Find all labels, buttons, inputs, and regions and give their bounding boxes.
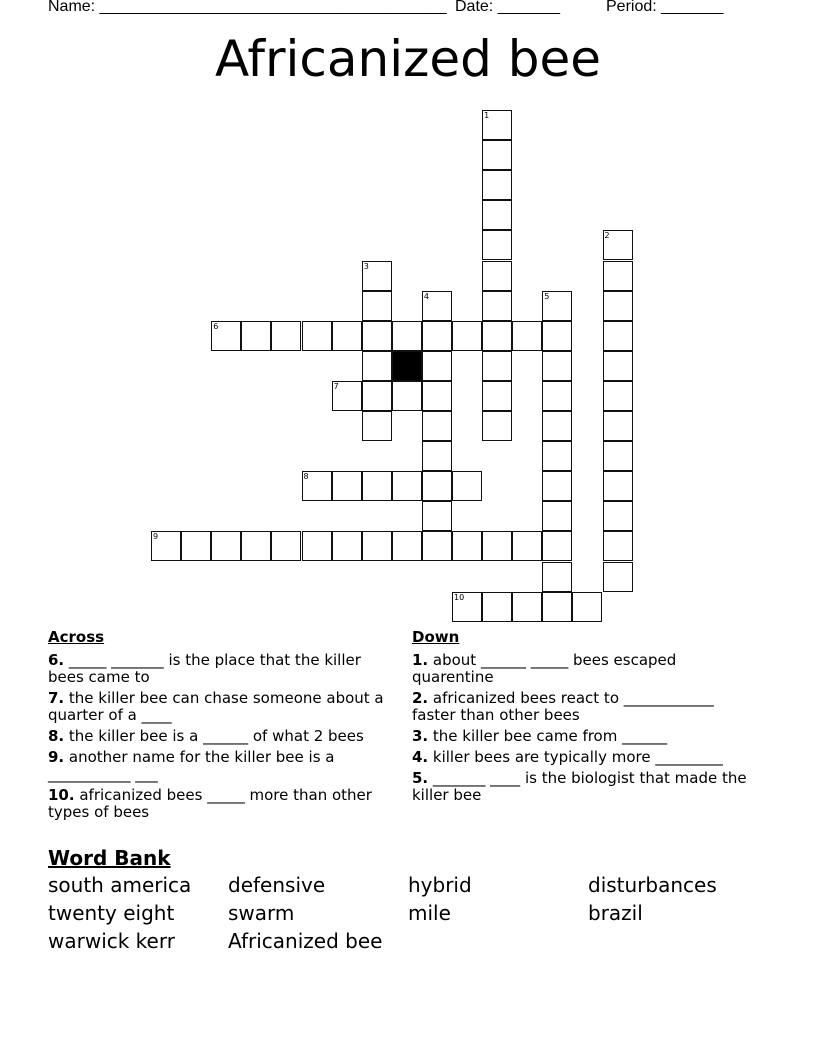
crossword-cell[interactable] <box>542 471 572 501</box>
crossword-cell[interactable] <box>422 501 452 531</box>
crossword-cell[interactable] <box>603 261 633 291</box>
clue-number: 7. <box>48 689 65 707</box>
crossword-cell[interactable] <box>422 381 452 411</box>
crossword-cell[interactable] <box>603 562 633 592</box>
crossword-cell[interactable] <box>332 471 362 501</box>
crossword-cell[interactable] <box>482 291 512 321</box>
word-bank-item: Africanized bee <box>228 929 383 953</box>
crossword-cell[interactable] <box>482 531 512 561</box>
across-clue <box>48 787 393 821</box>
clue-number: 2 <box>604 231 610 241</box>
clue-number: 3 <box>363 261 369 271</box>
crossword-cell[interactable] <box>603 471 633 501</box>
name-field: Name: _______________________________________ <box>48 0 447 15</box>
word-bank-item: warwick kerr <box>48 929 175 953</box>
clue-text: _____ _______ is the place that the killer bees came to <box>48 651 361 686</box>
clue-number: 8. <box>48 727 65 745</box>
word-bank-item: defensive <box>228 873 326 897</box>
clue-number: 4 <box>423 291 429 301</box>
down-clues <box>412 629 757 808</box>
clue-text: africanized bees react to ____________ faster than other bees <box>412 689 714 724</box>
crossword-cell[interactable] <box>271 531 301 561</box>
crossword-cell[interactable] <box>362 321 392 351</box>
crossword-cell[interactable] <box>603 381 633 411</box>
clue-text: about ______ _____ bees escaped quarentine <box>412 651 677 686</box>
crossword-cell[interactable] <box>603 441 633 471</box>
clue-number: 9. <box>48 748 65 766</box>
crossword-cell[interactable] <box>362 531 392 561</box>
down-clue <box>412 770 757 804</box>
crossword-cell[interactable] <box>302 531 332 561</box>
crossword-cell[interactable] <box>241 531 271 561</box>
across-clue <box>48 728 393 745</box>
word-bank-item: brazil <box>588 901 643 925</box>
crossword-cell[interactable] <box>603 531 633 561</box>
clue-text: killer bees are typically more _________ <box>428 748 723 766</box>
down-clue <box>412 749 757 766</box>
crossword-cell[interactable] <box>422 351 452 381</box>
crossword-cell[interactable] <box>542 321 572 351</box>
crossword-cell[interactable] <box>452 531 482 561</box>
crossword-cell[interactable] <box>452 592 482 622</box>
crossword-cell[interactable] <box>452 471 482 501</box>
crossword-cell[interactable] <box>542 562 572 592</box>
clue-text: the killer bee can chase someone about a quarter of a ____ <box>48 689 384 724</box>
clue-number: 2. <box>412 689 429 707</box>
crossword-cell[interactable] <box>512 531 542 561</box>
crossword-cell[interactable] <box>542 381 572 411</box>
crossword-cell[interactable] <box>482 140 512 170</box>
crossword-cell[interactable] <box>603 230 633 260</box>
page-title: Africanized bee <box>214 30 602 88</box>
crossword-cell[interactable] <box>422 531 452 561</box>
word-bank-item: hybrid <box>408 873 472 897</box>
crossword-cell[interactable] <box>392 321 422 351</box>
crossword-cell[interactable] <box>452 321 482 351</box>
crossword-cell[interactable] <box>603 321 633 351</box>
word-bank-heading: Word Bank <box>48 846 171 870</box>
clue-text: the killer bee came from ______ <box>428 727 668 745</box>
crossword-cell[interactable] <box>332 531 362 561</box>
crossword-cell[interactable] <box>542 411 572 441</box>
word-bank-item: mile <box>408 901 451 925</box>
crossword-cell[interactable] <box>482 351 512 381</box>
clue-number: 9 <box>153 532 159 542</box>
word-bank-item: swarm <box>228 901 295 925</box>
crossword-cell[interactable] <box>482 321 512 351</box>
period-field: Period: _______ <box>606 0 724 15</box>
clue-number: 10. <box>48 786 75 804</box>
clue-text: _______ ____ is the biologist that made the killer bee <box>412 769 747 804</box>
crossword-cell[interactable] <box>302 321 332 351</box>
word-bank-item: south america <box>48 873 192 897</box>
clue-number: 6. <box>48 651 65 669</box>
crossword-cell[interactable] <box>422 291 452 321</box>
across-clue <box>48 749 393 783</box>
across-heading: Across <box>48 628 105 646</box>
crossword-cell[interactable] <box>181 531 211 561</box>
date-field: Date: _______ <box>455 0 560 15</box>
crossword-cell[interactable] <box>542 592 572 622</box>
crossword-cell[interactable] <box>542 501 572 531</box>
word-bank-item: disturbances <box>588 873 717 897</box>
crossword-cell[interactable] <box>422 321 452 351</box>
down-heading: Down <box>412 628 460 646</box>
crossword-cell[interactable] <box>392 471 422 501</box>
crossword-cell[interactable] <box>482 170 512 200</box>
crossword-cell[interactable] <box>332 381 362 411</box>
crossword-cell[interactable] <box>603 501 633 531</box>
crossword-cell[interactable] <box>512 321 542 351</box>
clue-number: 8 <box>303 472 309 482</box>
crossword-cell[interactable] <box>482 592 512 622</box>
crossword-cell[interactable] <box>482 381 512 411</box>
crossword-cell[interactable] <box>482 261 512 291</box>
crossword-cell[interactable] <box>211 531 241 561</box>
crossword-cell[interactable] <box>542 531 572 561</box>
crossword-cell[interactable] <box>482 200 512 230</box>
crossword-cell[interactable] <box>392 381 422 411</box>
crossword-cell[interactable] <box>603 411 633 441</box>
down-clue <box>412 728 757 745</box>
clue-number: 1 <box>484 111 490 120</box>
crossword-cell[interactable] <box>271 321 301 351</box>
crossword-cell[interactable] <box>482 110 512 140</box>
crossword-cell[interactable] <box>362 381 392 411</box>
down-clue <box>412 690 757 724</box>
crossword-cell[interactable] <box>362 351 392 381</box>
crossword-cell[interactable] <box>211 321 241 351</box>
crossword-cell[interactable] <box>332 321 362 351</box>
crossword-cell[interactable] <box>422 471 452 501</box>
across-clue <box>48 652 393 686</box>
across-clue <box>48 690 393 724</box>
crossword-cell[interactable] <box>542 291 572 321</box>
clue-number: 7 <box>333 381 339 391</box>
clue-number: 10 <box>454 592 465 602</box>
crossword-cell[interactable] <box>512 592 542 622</box>
crossword-cell[interactable] <box>362 291 392 321</box>
across-clues <box>48 629 393 825</box>
clue-text: the killer bee is a ______ of what 2 bees <box>64 727 364 745</box>
black-cell <box>392 351 422 381</box>
down-clue <box>412 652 757 686</box>
crossword-cell[interactable] <box>603 291 633 321</box>
crossword-cell[interactable] <box>302 471 332 501</box>
crossword-cell[interactable] <box>603 351 633 381</box>
clue-number: 1. <box>412 651 429 669</box>
clue-number: 4. <box>412 748 429 766</box>
clue-number: 5 <box>544 291 550 301</box>
word-bank-item: twenty eight <box>48 901 175 925</box>
clue-number: 6 <box>213 321 219 331</box>
crossword-cell[interactable] <box>241 321 271 351</box>
crossword-cell[interactable] <box>392 531 422 561</box>
crossword-cell[interactable] <box>482 230 512 260</box>
crossword-cell[interactable] <box>542 441 572 471</box>
crossword-cell[interactable] <box>482 411 512 441</box>
crossword-cell[interactable] <box>572 592 602 622</box>
crossword-cell[interactable] <box>362 261 392 291</box>
crossword-cell[interactable] <box>422 441 452 471</box>
clue-number: 3. <box>412 727 429 745</box>
crossword-cell[interactable] <box>151 531 181 561</box>
crossword-cell[interactable] <box>362 411 392 441</box>
crossword-cell[interactable] <box>542 351 572 381</box>
crossword-cell[interactable] <box>362 471 392 501</box>
crossword-cell[interactable] <box>422 411 452 441</box>
clue-number: 5. <box>412 769 429 787</box>
clue-text: another name for the killer bee is a ___________ ___ <box>48 748 335 783</box>
clue-text: africanized bees _____ more than other types of bees <box>48 786 372 821</box>
